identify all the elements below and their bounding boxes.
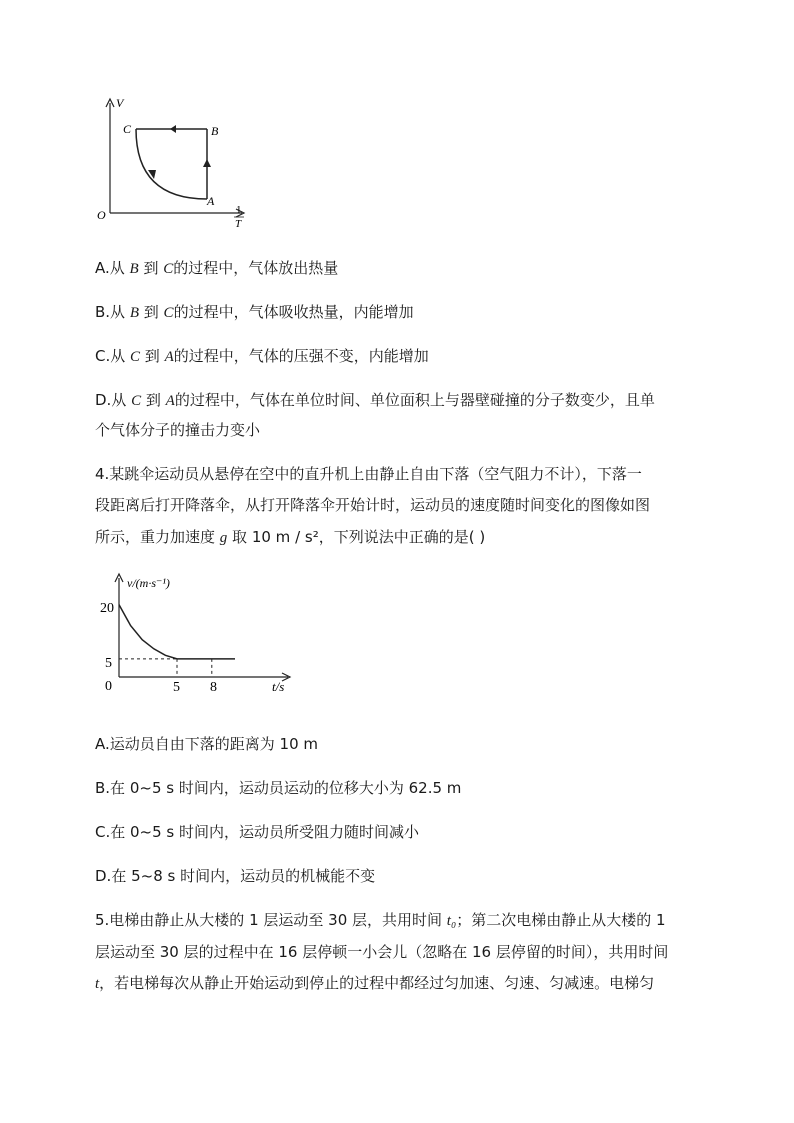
v-inverse-t-diagram [90, 95, 260, 235]
origin-label: O [97, 208, 106, 222]
time-axis-label: t/s [272, 679, 285, 694]
x-tick-5: 5 [173, 680, 180, 695]
q3-option-c: C.从 C 到 A的过程中，气体的压强不变，内能增加 [95, 347, 429, 365]
arrow-c-a [148, 170, 156, 179]
inverse-t-numerator: 1 [236, 204, 242, 216]
q4-stem-line-3: 所示，重力加速度 g 取 10 m / s²，下列说法中正确的是( ) [95, 528, 486, 546]
velocity-time-chart [92, 572, 302, 697]
arrow-c-b [170, 125, 176, 133]
q5-line-3: t，若电梯每次从静止开始运动到停止的过程中都经过匀加速、匀速、匀减速。电梯匀 [95, 974, 655, 992]
velocity-curve [119, 605, 235, 659]
q3-option-b: B.从 B 到 C的过程中，气体吸收热量，内能增加 [95, 303, 414, 321]
process-c-a [136, 129, 207, 199]
point-a-label: A [207, 194, 215, 208]
arrow-a-b [203, 159, 211, 167]
q4-stem-line-2: 段距离后打开降落伞，从打开降落伞开始计时，运动员的速度随时间变化的图像如图 [95, 496, 651, 514]
q4-option-c: C.在 0~5 s 时间内，运动员所受阻力随时间减小 [95, 823, 420, 841]
y-tick-5: 5 [105, 656, 112, 671]
velocity-axis-label: v/(m·s⁻¹) [127, 576, 170, 590]
q4-stem-line-1: 4.某跳伞运动员从悬停在空中的直升机上由静止自由下落（空气阻力不计），下落一 [95, 465, 642, 483]
q3-option-d: D.从 C 到 A的过程中，气体在单位时间、单位面积上与器壁碰撞的分子数变少，且单 [95, 391, 655, 409]
point-b-label: B [211, 124, 219, 138]
q4-option-b: B.在 0~5 s 时间内，运动员运动的位移大小为 62.5 m [95, 779, 462, 797]
q5-line-2: 层运动至 30 层的过程中在 16 层停顿一小会儿（忽略在 16 层停留的时间），共用时间 [95, 943, 669, 961]
x-tick-8: 8 [210, 680, 217, 695]
y-tick-20: 20 [100, 601, 114, 616]
q3-option-d-continued: 个气体分子的撞击力变小 [95, 421, 261, 439]
inverse-t-denominator: T [235, 218, 242, 230]
origin-tick: 0 [105, 679, 112, 694]
q3-option-a: A.从 B 到 C的过程中，气体放出热量 [95, 259, 339, 277]
point-c-label: C [123, 122, 132, 136]
q5-line-1: 5.电梯由静止从大楼的 1 层运动至 30 层，共用时间 t₀；第二次电梯由静止从大楼的 1 [95, 911, 666, 929]
v-axis-label: V [116, 96, 124, 110]
q4-option-a: A.运动员自由下落的距离为 10 m [95, 735, 319, 753]
q4-option-d: D.在 5~8 s 时间内，运动员的机械能不变 [95, 867, 376, 885]
